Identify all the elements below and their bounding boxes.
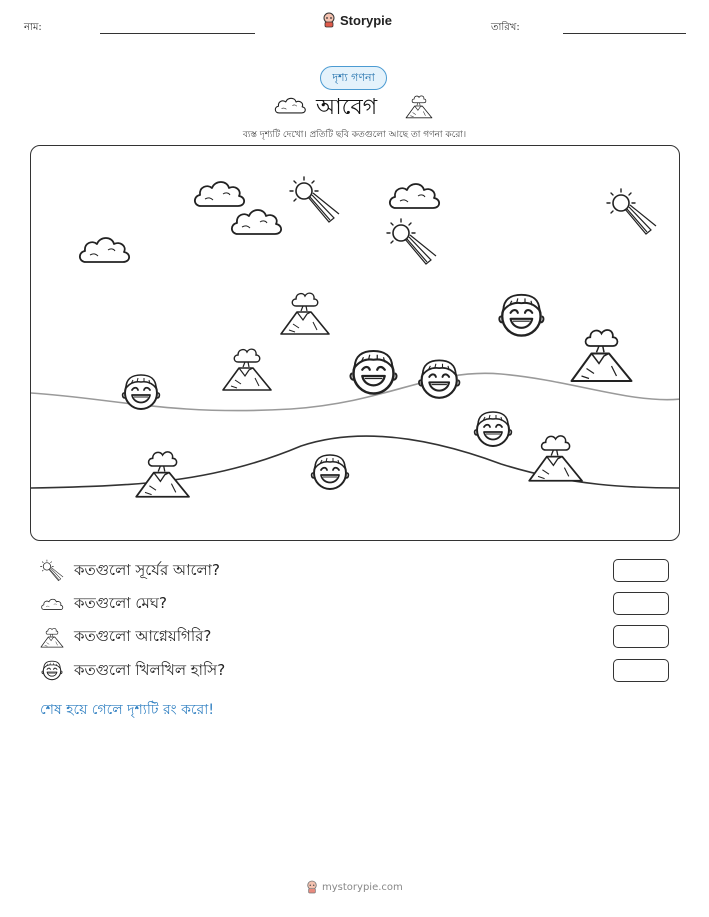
volcano-icon <box>136 452 189 497</box>
volcano-icon <box>405 92 433 120</box>
finish-note: শেষ হয়ে গেলে দৃশ্যটি রং করো! <box>40 702 214 718</box>
volcano-icon <box>281 293 329 334</box>
footer-url[interactable]: mystorypie.com <box>322 881 403 893</box>
volcano-icon <box>223 349 271 390</box>
laughing-face-icon <box>499 295 543 336</box>
laughing-face-icon <box>351 351 397 394</box>
question-row-sunlight <box>40 559 220 583</box>
laughing-face-icon <box>40 659 64 683</box>
cloud-icon <box>273 94 307 116</box>
brand-logo <box>322 12 392 28</box>
brand-name: Storypie <box>340 12 393 28</box>
volcano-icon <box>529 436 582 481</box>
cloud-icon <box>390 184 439 208</box>
volcano-icon <box>572 330 632 381</box>
instructions: ব্যস্ত দৃশ্যটি দেখো। প্রতিটি ছবি কতগুলো আছে তা গণনা করো। <box>242 130 467 140</box>
cloud-icon <box>40 595 64 613</box>
date-label: তারিখ: <box>491 22 520 33</box>
sunlight-icon <box>40 559 64 583</box>
answer-box-volcano[interactable] <box>613 625 669 648</box>
counting-scene <box>30 145 680 541</box>
footer <box>306 880 403 894</box>
laughing-face-icon <box>419 360 459 397</box>
sunlight-icon <box>290 177 339 222</box>
cloud-icon <box>80 238 129 262</box>
page-title: আবেগ <box>316 95 378 120</box>
name-line[interactable] <box>100 33 255 34</box>
laughing-face-icon <box>312 455 349 489</box>
storypie-mascot-icon <box>306 880 318 894</box>
question-row-cloud <box>40 592 167 616</box>
question-text: কতগুলো খিলখিল হাসি? <box>74 660 226 679</box>
question-row-volcano <box>40 625 211 649</box>
sunlight-icon <box>387 219 436 264</box>
answer-box-sunlight[interactable] <box>613 559 669 582</box>
answer-box-cloud[interactable] <box>613 592 669 615</box>
sunlight-icon <box>607 189 656 234</box>
activity-badge: দৃশ্য গণনা <box>320 66 387 90</box>
cloud-icon <box>195 182 244 206</box>
volcano-icon <box>40 625 64 649</box>
laughing-face-icon <box>123 375 160 409</box>
date-line[interactable] <box>563 33 686 34</box>
question-row-laugh <box>40 659 225 683</box>
question-text: কতগুলো মেঘ? <box>74 593 168 612</box>
answer-box-laugh[interactable] <box>613 659 669 682</box>
name-label: নাম: <box>24 22 42 33</box>
question-text: কতগুলো সূর্যের আলো? <box>74 560 220 579</box>
question-text: কতগুলো আগ্নেয়গিরি? <box>74 626 212 645</box>
front-hill-line <box>31 436 680 488</box>
laughing-face-icon <box>475 412 512 446</box>
cloud-icon <box>232 210 281 234</box>
storypie-mascot-icon <box>322 12 336 28</box>
